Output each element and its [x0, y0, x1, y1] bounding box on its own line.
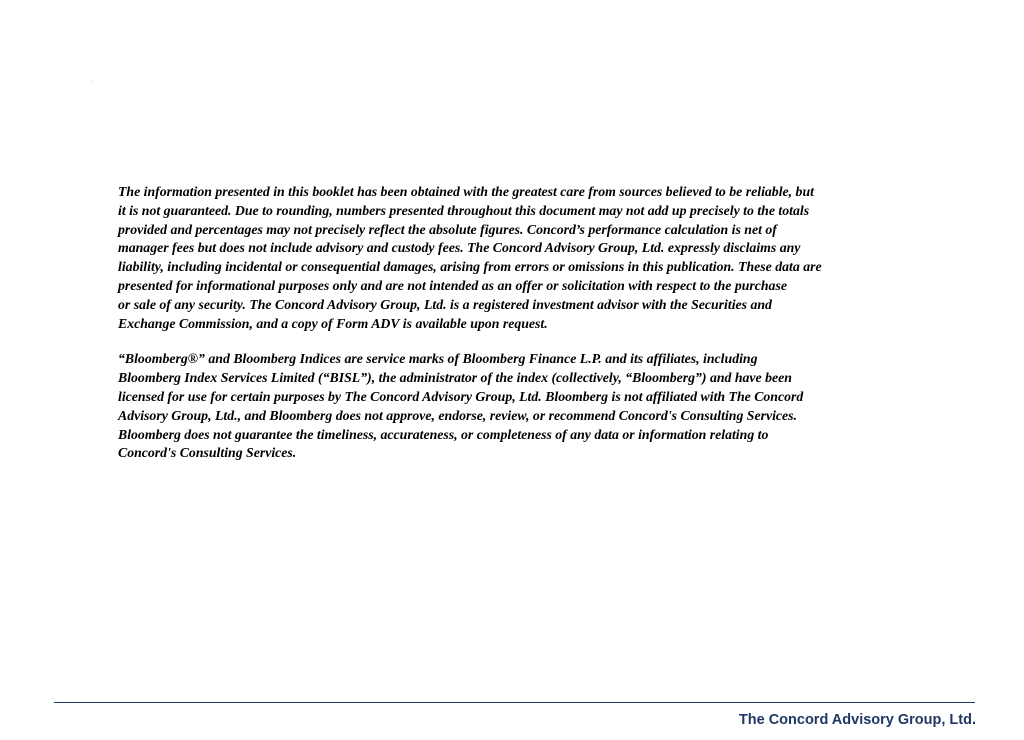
disclaimer-line: liability, including incidental or consequential damages, arising from errors or omissions in this publication. These data are	[118, 259, 822, 275]
disclaimer-line: provided and percentages may not precisely reflect the absolute figures. Concord’s performance calculation is net of	[118, 221, 777, 237]
disclaimer-line: Bloomberg Index Services Limited (“BISL”), the administrator of the index (collectively, “Bloomberg”) and have been	[118, 370, 792, 386]
disclaimer-text	[118, 183, 938, 463]
disclaimer-paragraph-2	[118, 350, 938, 463]
disclaimer-line: Concord's Consulting Services.	[118, 445, 297, 461]
disclaimer-line: Bloomberg does not guarantee the timeliness, accurateness, or completeness of any data or information relating to	[118, 426, 769, 442]
disclaimer-line: or sale of any security. The Concord Advisory Group, Ltd. is a registered investment advisor with the Securities and	[118, 296, 772, 312]
disclaimer-line: presented for informational purposes only and are not intended as an offer or solicitation with respect to the purchase	[118, 277, 787, 293]
paragraph-spacer	[118, 333, 938, 350]
disclaimer-line: Advisory Group, Ltd., and Bloomberg does not approve, endorse, review, or recommend Concord's Consulting Services.	[118, 407, 797, 423]
footer-divider	[54, 702, 975, 703]
disclaimer-line: Exchange Commission, and a copy of Form ADV is available upon request.	[118, 315, 548, 331]
disclaimer-line: “Bloomberg®” and Bloomberg Indices are service marks of Bloomberg Finance L.P. and its affiliates, including	[118, 351, 758, 367]
footer-company-name: The Concord Advisory Group, Ltd.	[738, 712, 976, 728]
disclaimer-line: manager fees but does not include advisory and custody fees. The Concord Advisory Group, Ltd. expressly disclaims any	[118, 240, 801, 256]
disclaimer-line: licensed for use for certain purposes by The Concord Advisory Group, Ltd. Bloomberg is not affiliated with The Concord	[118, 388, 804, 404]
page-mark: .	[92, 78, 94, 84]
disclaimer-line: The information presented in this booklet has been obtained with the greatest care from sources believed to be reliable, but	[118, 184, 814, 199]
disclaimer-paragraph-1	[118, 183, 938, 333]
disclaimer-line: it is not guaranteed. Due to rounding, numbers presented throughout this document may not add up precisely to the totals	[118, 202, 810, 218]
